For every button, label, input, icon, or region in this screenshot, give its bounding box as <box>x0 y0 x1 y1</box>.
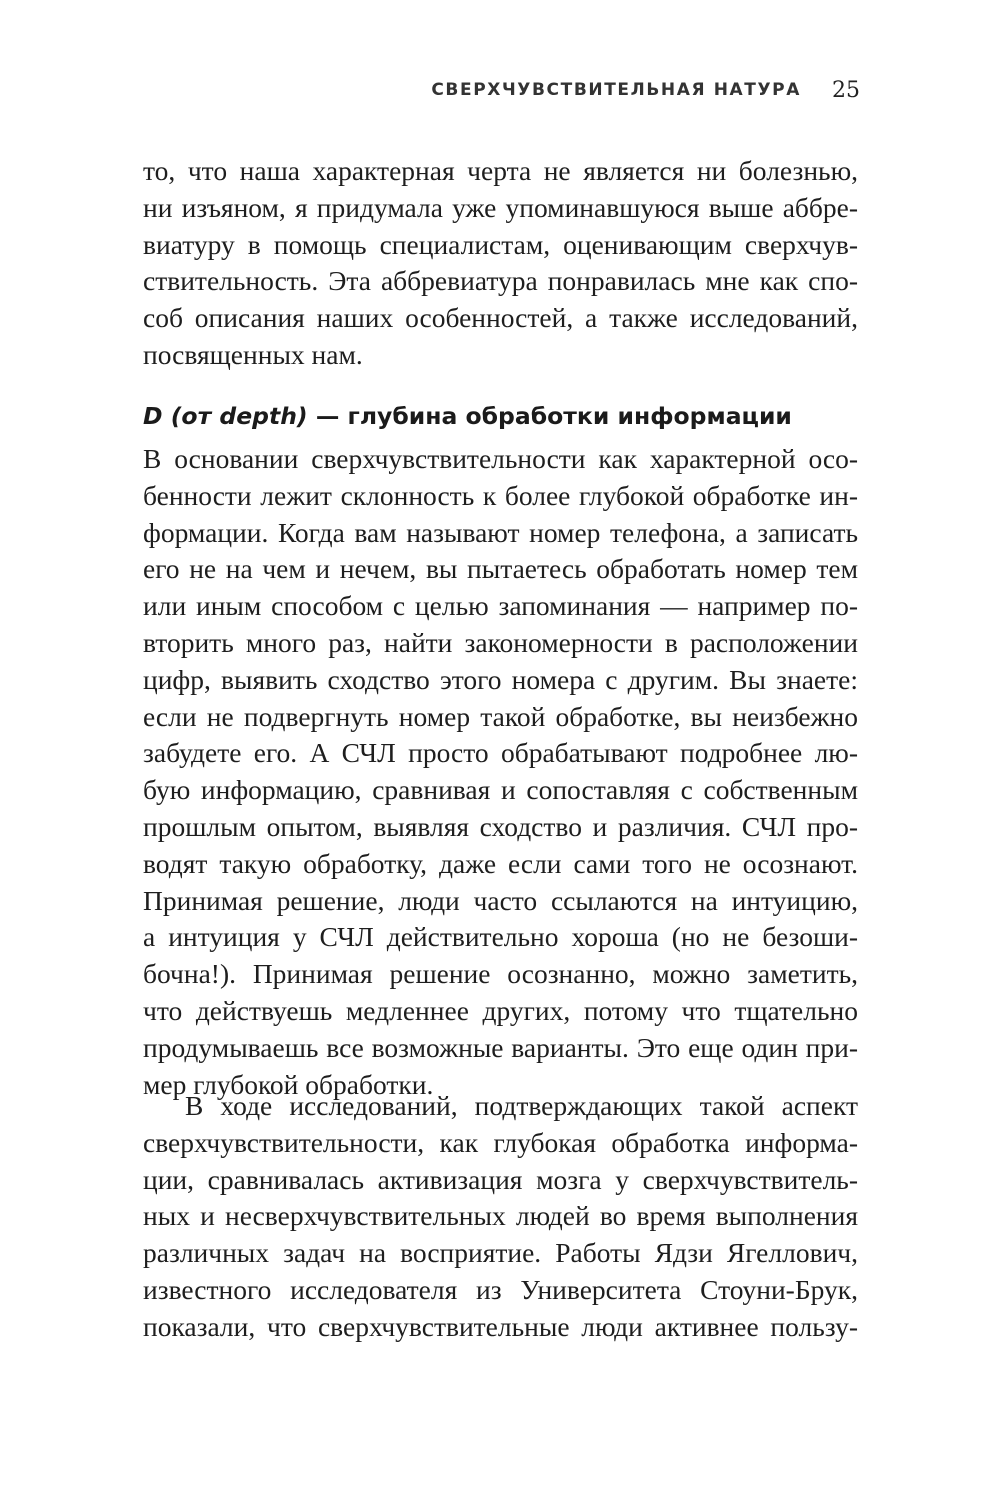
text-line: бочна!). Принимая решение осознанно, можно заметить, <box>143 958 858 990</box>
text-line: посвященных нам. <box>143 338 363 370</box>
text-line: его не на чем и нечем, вы пытаетесь обработать номер тем <box>143 553 858 585</box>
text-line: В основании сверхчувствительности как характерной осо- <box>143 443 858 474</box>
paragraph-research <box>143 1088 858 1346</box>
text-line: формации. Когда вам называют номер телефона, а записать <box>143 516 858 548</box>
text-line: а интуиция у СЧЛ действительно хороша (но не безоши- <box>143 921 858 953</box>
text-line: ствительность. Эта аббревиатура понравилась мне как спо- <box>143 265 858 297</box>
text-line: ных и несверхчувствительных людей во время выполнения <box>143 1200 858 1232</box>
text-line: бую информацию, сравнивая и сопоставляя с собственным <box>143 774 858 806</box>
text-line: известного исследователя из Университета Стоуни-Брук, <box>143 1273 858 1305</box>
running-head <box>143 78 858 106</box>
text-line: вторить много раз, найти закономерности в расположении <box>143 626 858 658</box>
text-line: различных задач на восприятие. Работы Ядзи Ягеллович, <box>143 1237 858 1269</box>
text-line: водят такую обработку, даже если сами того не осознают. <box>143 847 858 879</box>
text-line: мер глубокой обработки. <box>143 1068 434 1100</box>
text-line: прошлым опытом, выявляя сходство и различия. СЧЛ про- <box>143 810 858 842</box>
text-line: показали, что сверхчувствительные люди активнее пользу- <box>143 1310 858 1342</box>
text-line: виатуру в помощь специалистам, оценивающим сверхчув- <box>143 228 858 260</box>
text-line: то, что наша характерная черта не является ни болезнью, <box>143 155 858 186</box>
section-heading-title: — глубина обработки информации <box>307 402 792 430</box>
text-line: забудете его. А СЧЛ просто обрабатывают подробнее лю- <box>143 737 858 769</box>
section-heading-term: D (от depth) <box>143 402 308 430</box>
page-number: 25 <box>832 78 860 103</box>
text-line: бенности лежит склонность к более глубокой обработке ин- <box>143 479 858 511</box>
section-heading <box>143 402 858 430</box>
text-line: соб описания наших особенностей, а также исследований, <box>143 302 858 334</box>
text-line: если не подвергнуть номер такой обработке, вы неизбежно <box>143 700 858 732</box>
text-line: что действуешь медленнее других, потому что тщательно <box>143 994 858 1026</box>
running-title: СВЕРХЧУВСТВИТЕЛЬНАЯ НАТУРА <box>431 80 801 100</box>
text-line: продумываешь все возможные варианты. Это еще один при- <box>143 1031 858 1063</box>
text-line: цифр, выявить сходство этого номера с другим. Вы знаете: <box>143 663 858 695</box>
text-line: или иным способом с целью запоминания — например по- <box>143 590 858 622</box>
text-line: Принимая решение, люди часто ссылаются на интуицию, <box>143 884 858 916</box>
paragraph-depth <box>143 441 858 1103</box>
text-line: ни изъяном, я придумала уже упоминавшуюся выше аббре- <box>143 191 858 223</box>
paragraph-continued <box>143 153 858 374</box>
text-line: В ходе исследований, подтверждающих такой аспект <box>185 1090 858 1121</box>
text-line: ции, сравнивалась активизация мозга у сверхчувствитель- <box>143 1163 858 1195</box>
text-line: сверхчувствительности, как глубокая обработка информа- <box>143 1126 858 1158</box>
